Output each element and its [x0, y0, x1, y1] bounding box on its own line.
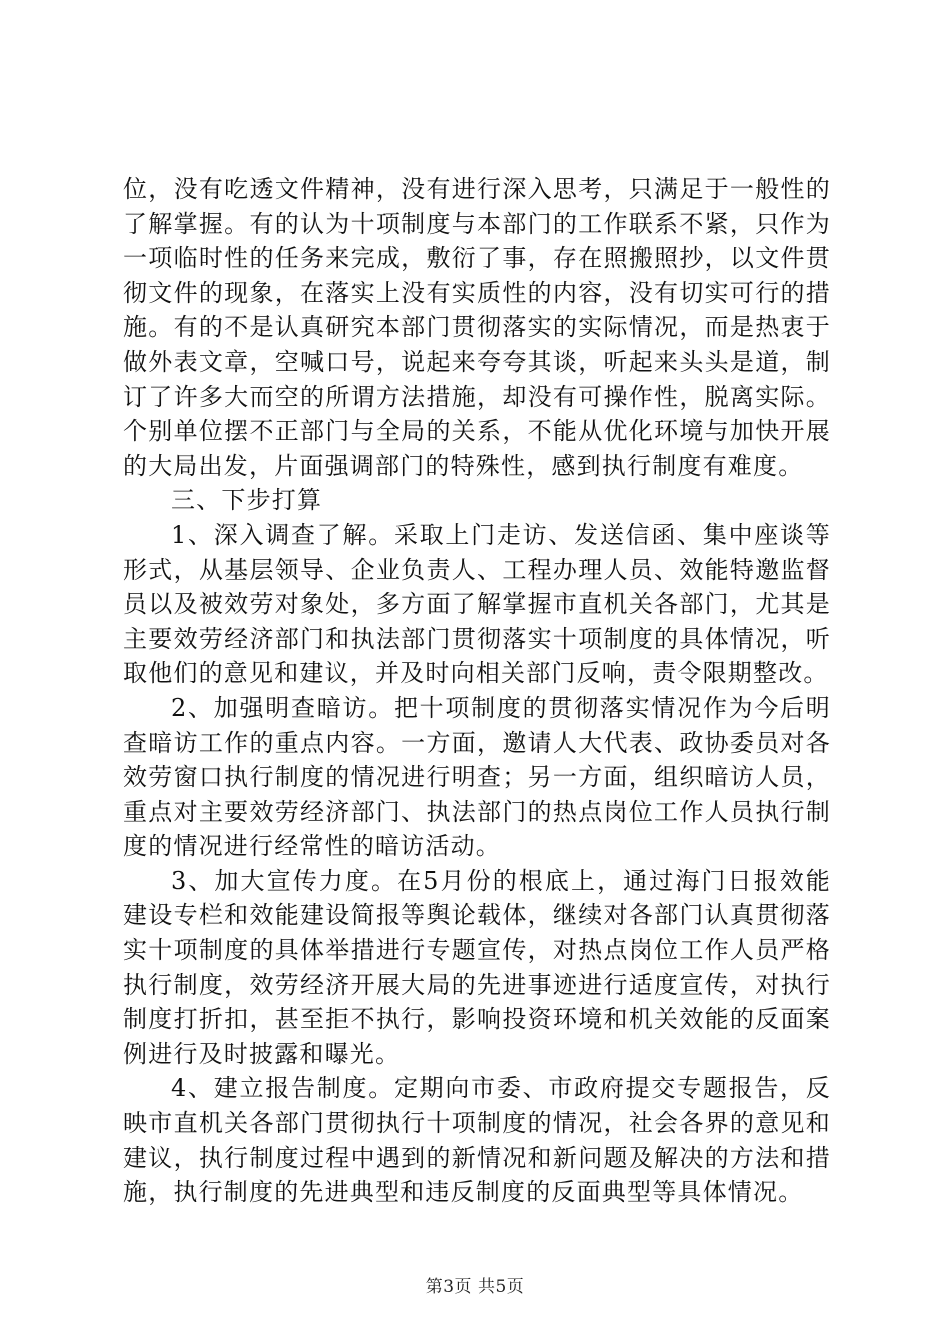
paragraph-item-4: 4、建立报告制度。定期向市委、市政府提交专题报告，反映市直机关各部门贯彻执行十项制度的情况，社会各界的意见和建议，执行制度过程中遇到的新情况和新问题及解决的方法和措施，执行制度的先进典型和违反制度的反面典型等具体情况。 — [123, 1074, 831, 1207]
section-heading: 三、下步打算 — [171, 486, 323, 515]
document-body — [123, 172, 831, 1210]
paragraph-item-2: 2、加强明查暗访。把十项制度的贯彻落实情况作为今后明查暗访工作的重点内容。一方面，邀请人大代表、政协委员对各效劳窗口执行制度的情况进行明查；另一方面，组织暗访人员，重点对主要效劳经济部门、执法部门的热点岗位工作人员执行制度的情况进行经常性的暗访活动。 — [123, 693, 831, 861]
paragraph-item-1: 1、深入调查了解。采取上门走访、发送信函、集中座谈等形式，从基层领导、企业负责人、工程办理人员、效能特邀监督员以及被效劳对象处，多方面了解掌握市直机关各部门，尤其是主要效劳经济部门和执法部门贯彻落实十项制度的具体情况，听取他们的意见和建议，并及时向相关部门反响，责令限期整改。 — [123, 520, 831, 688]
paragraph-item-3: 3、加大宣传力度。在5月份的根底上，通过海门日报效能建设专栏和效能建设简报等舆论载体，继续对各部门认真贯彻落实十项制度的具体举措进行专题宣传，对热点岗位工作人员严格执行制度，效劳经济开展大局的先进事迹进行适度宣传，对执行制度打折扣，甚至拒不执行，影响投资环境和机关效能的反面案例进行及时披露和曝光。 — [123, 866, 831, 1068]
paragraph-continuation: 位，没有吃透文件精神，没有进行深入思考，只满足于一般性的了解掌握。有的认为十项制度与本部门的工作联系不紧，只作为一项临时性的任务来完成，敷衍了事，存在照搬照抄，以文件贯彻文件的现象，在落实上没有实质性的内容，没有切实可行的措施。有的不是认真研究本部门贯彻落实的实际情况，而是热衷于做外表文章，空喊口号，说起来夸夸其谈，听起来头头是道，制订了许多大而空的所谓方法措施，却没有可操作性，脱离实际。个别单位摆不正部门与全局的关系，不能从优化环境与加快开展的大局出发，片面强调部门的特殊性，感到执行制度有难度。 — [123, 175, 831, 480]
page-number-footer: 第3页 共5页 — [425, 1277, 525, 1297]
